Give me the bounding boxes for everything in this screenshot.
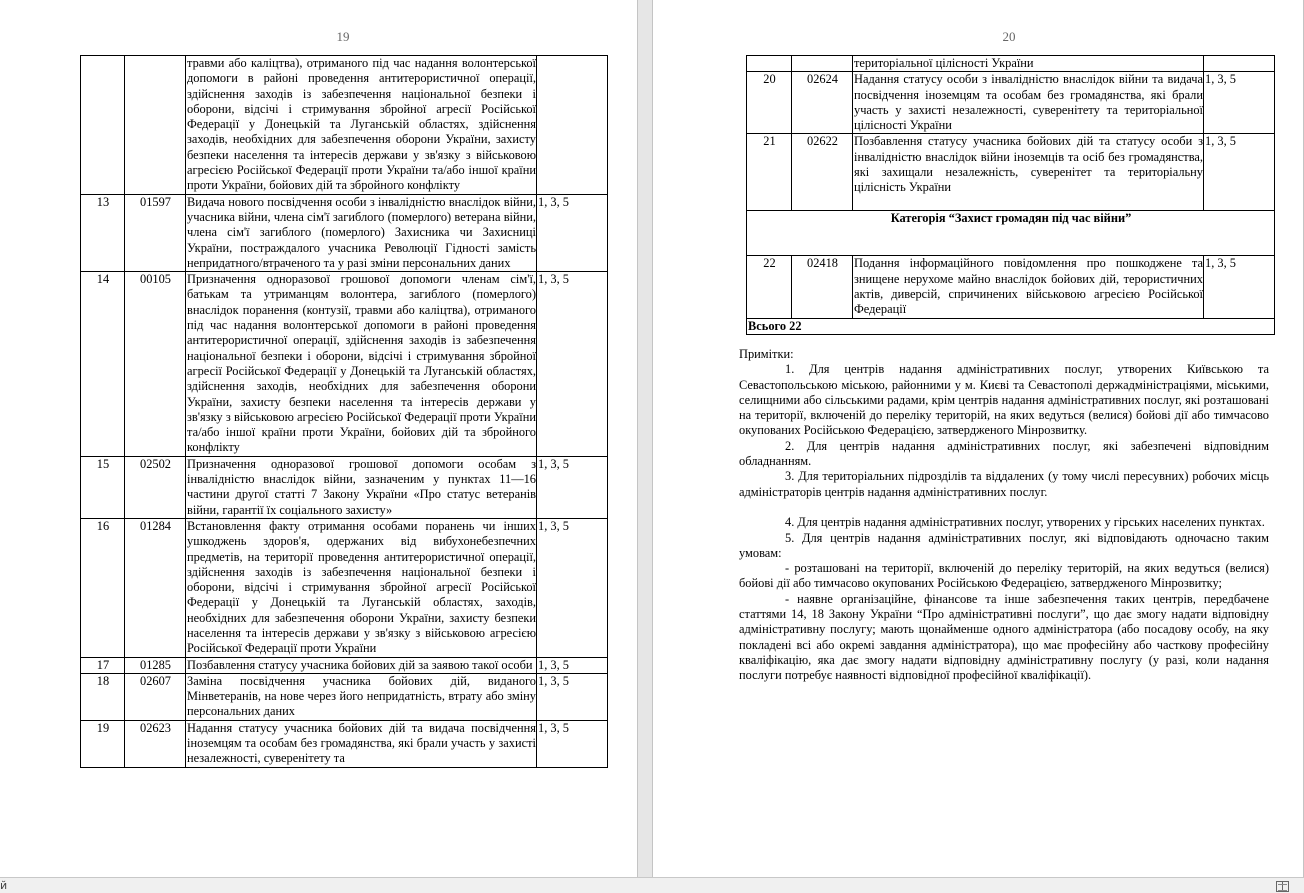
table-row [81,272,608,457]
applicable-notes: 1, 3, 5 [537,456,608,518]
page-19 [0,0,638,877]
service-code: 01284 [125,518,186,657]
service-description: Призначення одноразової грошової допомоги особам з інвалідністю внаслідок війни, зазначеним у пунктах 11—16 частини другої статті 7 Закону України «Про статус ветеранів війни, гарантії їх соціального захисту» [187,456,536,517]
applicable-notes: 1, 3, 5 [537,673,608,720]
service-description: Позбавлення статусу учасника бойових дій та статусу особи з інвалідністю внаслідок війни іноземців та осіб без громадянства, які захищали незалежність, суверенітет та територіальну цілісність України [853,134,1204,211]
service-description: Призначення одноразової грошової допомоги членам сім'ї, батькам та утриманцям волонтера, загиблого (померлого) внаслідок поранення (контузії, травми або каліцтва), отриманого під час надання волонтерської допомоги в районі проведення антитерористичної операції, здійснення заходів із забезпечення національної безпеки і оборони, відсічі і стримування збройної агресії Російської Федерації у Донецькій та Луганській областях, здійснення заходів, необхідних для забезпечення оборони України, захисту безпеки населення та інтересів держави у зв'язку з військовою агресією Російської Федерації проти України та/або іншої країни проти України, бойових дій та збройного конфлікту [187,272,536,455]
page-number: 20 [1002,29,1016,44]
table-row [747,72,1275,134]
category-heading: Категорія “Захист громадян під час війни” [747,211,1275,256]
table-row [81,456,608,518]
applicable-notes: 1, 3, 5 [537,194,608,271]
row-number: 18 [81,673,125,720]
services-table [80,55,608,768]
read-mode-icon[interactable] [1276,881,1289,892]
applicable-notes: 1, 3, 5 [1204,134,1275,211]
applicable-notes [1204,56,1275,72]
service-description: Подання інформаційного повідомлення про пошкоджене та знищене нерухоме майно внаслідок бойових дій, терористичних актів, диверсій, спричинених військовою агресією Російської Федерації [854,256,1203,317]
service-description: Надання статусу учасника бойових дій та видача посвідчення іноземцям та особам без громадянства, які брали участь у захисті незалежності, суверенітету та [187,720,536,766]
applicable-notes: 1, 3, 5 [1204,72,1275,134]
services-table [746,55,1275,335]
page-number: 19 [336,29,350,44]
service-code [125,56,186,195]
page-20 [652,0,1304,877]
table-row [747,56,1275,72]
category-row [747,211,1275,256]
note-5-condition-b: - наявне організаційне, фінансове та інше забезпечення таких центрів, передбачене статтями 14, 18 Закону України “Про адміністративні послуги”, що дає змогу надати відповідну адміністративну послугу; мають щонайменше одного адміністратора (або посадову особу, на яку покладені всі або окремі завдання адміністратора), що має професійну або часткову професійну кваліфікацію, яка дає змогу надати відповідну адміністративну послугу (у разі, коли надання послуги потребує наявності відповідної професійної кваліфікації). [739,591,1269,683]
table-row [81,673,608,720]
applicable-notes [537,56,608,195]
service-code: 01597 [125,194,186,271]
row-number: 13 [81,194,125,271]
service-description: Встановлення факту отримання особами поранень чи інших ушкоджень здоров'я, одержаних від вибухонебезпечних предметів, на території проведення антитерористичної операції, здійснення заходів із забезпечення національної безпеки і оборони, відсічі і стримування збройної агресії Російської Федерації у Донецькій та Луганській областях, заходів, необхідних для забезпечення оборони України, захисту безпеки населення та інтересів держави у зв'язку з військовою агресією Російської Федерації проти України [187,518,536,656]
status-bar [0,877,1304,893]
notes-heading: Примітки: [739,347,794,361]
applicable-notes: 1, 3, 5 [537,657,608,673]
notes-section [739,347,1269,684]
applicable-notes: 1, 3, 5 [1204,256,1275,318]
service-description: Надання статусу особи з інвалідністю внаслідок війни та видача посвідчення іноземцям та особам без громадянства, які брали участь у захисті незалежності, суверенітету та територіальної цілісності України [854,72,1203,133]
row-number: 15 [81,456,125,518]
note-4: 4. Для центрів надання адміністративних послуг, утворених у гірських населених пунктах. [785,515,1265,530]
row-number: 19 [81,720,125,767]
applicable-notes: 1, 3, 5 [537,518,608,657]
note-3: 3. Для територіальних підрозділів та віддалених (у тому числі пересувних) робочих місць адміністраторів центрів надання адміністративних послуг. [739,469,1269,499]
table-row [81,194,608,271]
service-code: 02502 [125,456,186,518]
service-description: територіальної цілісності України [853,56,1204,72]
row-number: 16 [81,518,125,657]
service-code [792,56,853,72]
applicable-notes: 1, 3, 5 [537,720,608,767]
service-code: 01285 [125,657,186,673]
row-number: 22 [747,256,792,318]
row-number: 17 [81,657,125,673]
note-5-condition-a: - розташовані на території, включеній до переліку територій, на яких ведуться (велися) бойові дії або тимчасово окупованих Російською Федерацією, затвердженого Мінрозвитку; [739,561,1269,591]
table-row [747,256,1275,318]
row-number: 14 [81,272,125,457]
note-2: 2. Для центрів надання адміністративних послуг, які забезпечені відповідним обладнанням. [739,438,1269,469]
table-row [81,657,608,673]
row-number: 21 [747,134,792,211]
total-row [747,318,1275,334]
table-row [81,56,608,195]
service-code: 02418 [792,256,853,318]
table-row [81,720,608,767]
note-1: 1. Для центрів надання адміністративних послуг, утворених Київською та Севастопольською міською, районними у м. Києві та Севастополі держадміністраціями, міськими, селищними або сільськими радами, крім центрів надання адміністративних послуг, які розташовані на території, включеній до переліку територій, на яких ведуться (велися) бойові дії або тимчасово окупованих Російською Федерацією, затвердженого Мінрозвитку. [739,362,1269,438]
total-count: Всього 22 [747,318,1275,334]
service-code: 02607 [125,673,186,720]
service-description: травми або каліцтва), отриманого під час надання волонтерської допомоги в районі проведення антитерористичної операції, здійснення заходів із забезпечення національної безпеки і оборони, відсічі і стримування збройної агресії Російської Федерації у Донецькій та Луганській областях, здійснення заходів, необхідних для забезпечення оборони України, захисту безпеки населення та інтересів держави у зв'язку з військовою агресією Російської Федерації проти України та/або іншої країни проти України, бойових дій та збройного конфлікту [187,56,536,193]
row-number [81,56,125,195]
status-text: й [0,879,8,892]
row-number [747,56,792,72]
applicable-notes: 1, 3, 5 [537,272,608,457]
service-code: 02622 [792,134,853,211]
service-code: 02624 [792,72,853,134]
row-number: 20 [747,72,792,134]
service-description: Заміна посвідчення учасника бойових дій, виданого Мінветеранів, на нове через його непридатність, втрату або зміну персональних даних [187,673,536,719]
service-code: 00105 [125,272,186,457]
table-row [81,518,608,657]
service-description: Позбавлення статусу учасника бойових дій за заявою такої особи [186,657,537,673]
table-row [747,134,1275,211]
service-description: Видача нового посвідчення особи з інвалідністю внаслідок війни, учасника війни, члена сім'ї загиблого (померлого) ветерана війни, члена сім'ї загиблого (померлого) Захисника чи Захисниці України, постраждалого учасника Революції Гідності замість непридатного/втраченого та у разі зміни персональних даних [187,194,536,270]
service-code: 02623 [125,720,186,767]
note-5: 5. Для центрів надання адміністративних послуг, які відповідають одночасно таким умовам: [739,530,1269,560]
